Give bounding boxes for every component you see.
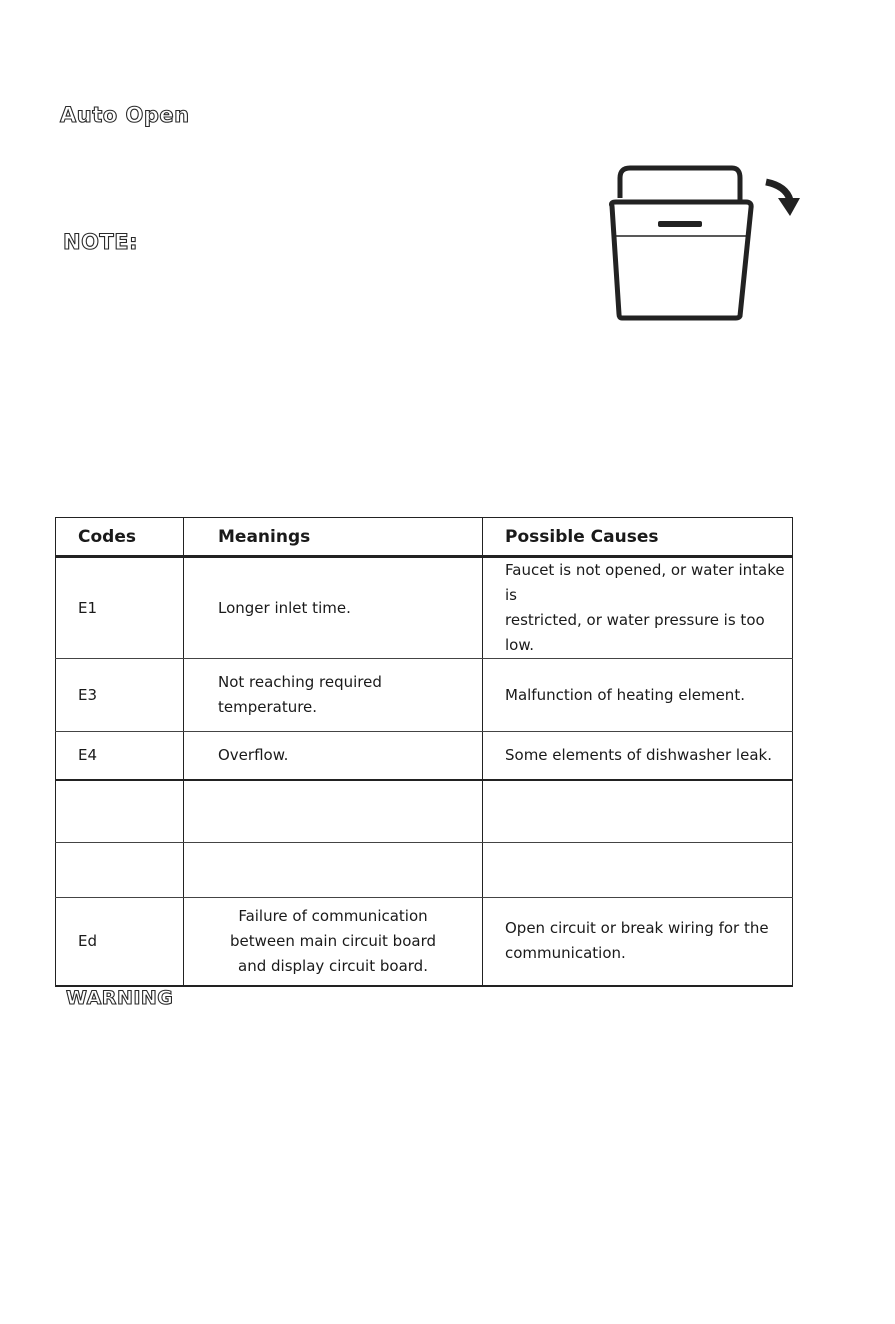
curved-arrow-down-icon: [766, 182, 790, 200]
cause-cell: [483, 780, 793, 843]
table-row: [56, 557, 793, 659]
meaning-line: and display circuit board.: [238, 956, 428, 975]
header-codes: Codes: [56, 518, 184, 557]
cause-line: Malfunction of heating element.: [505, 685, 745, 704]
meaning-cell: [184, 732, 483, 780]
dishwasher-body: [612, 202, 752, 318]
meaning-line: Longer inlet time.: [218, 598, 351, 617]
cause-cell: [483, 898, 793, 986]
cause-line: Open circuit or break wiring for the: [505, 919, 769, 938]
header-possible-causes: Possible Causes: [483, 518, 793, 557]
meaning-cell: [184, 843, 483, 898]
table-row: [56, 780, 793, 843]
cause-cell: [483, 732, 793, 780]
meaning-cell: [184, 898, 483, 986]
table-row: [56, 659, 793, 732]
table-row: [56, 843, 793, 898]
header-meanings: Meanings: [184, 518, 483, 557]
warning-heading: WARNING: [66, 987, 174, 1009]
meaning-line: Not reaching required: [218, 673, 382, 691]
cause-line: Faucet is not opened, or water intake is: [505, 561, 785, 604]
note-heading: NOTE:: [63, 230, 138, 254]
auto-open-heading: Auto Open: [60, 103, 190, 127]
code-cell: [56, 780, 184, 843]
meaning-cell: [184, 557, 483, 659]
cause-line: Some elements of dishwasher leak.: [505, 745, 772, 764]
code-cell: E4: [56, 732, 184, 780]
code-cell: E1: [56, 557, 184, 659]
dishwasher-door-open-icon: [600, 158, 810, 326]
dishwasher-top-panel: [620, 168, 740, 200]
error-codes-table: [55, 517, 793, 987]
cause-line: communication.: [505, 944, 626, 963]
cause-cell: [483, 843, 793, 898]
cause-cell: [483, 557, 793, 659]
meaning-line: temperature.: [218, 698, 318, 716]
meaning-line: between main circuit board: [229, 931, 436, 950]
code-cell: Ed: [56, 898, 184, 986]
code-cell: [56, 843, 184, 898]
table-row: [56, 898, 793, 986]
code-cell: E3: [56, 659, 184, 732]
table-header-row: [56, 518, 793, 557]
meaning-line: Overflow.: [218, 745, 289, 764]
dishwasher-handle: [658, 221, 702, 227]
meaning-cell: [184, 780, 483, 843]
meaning-line: Failure of communication: [238, 906, 428, 925]
cause-cell: [483, 659, 793, 732]
meaning-cell: [184, 659, 483, 732]
cause-line: restricted, or water pressure is too low.: [505, 611, 765, 654]
table-row: [56, 732, 793, 780]
